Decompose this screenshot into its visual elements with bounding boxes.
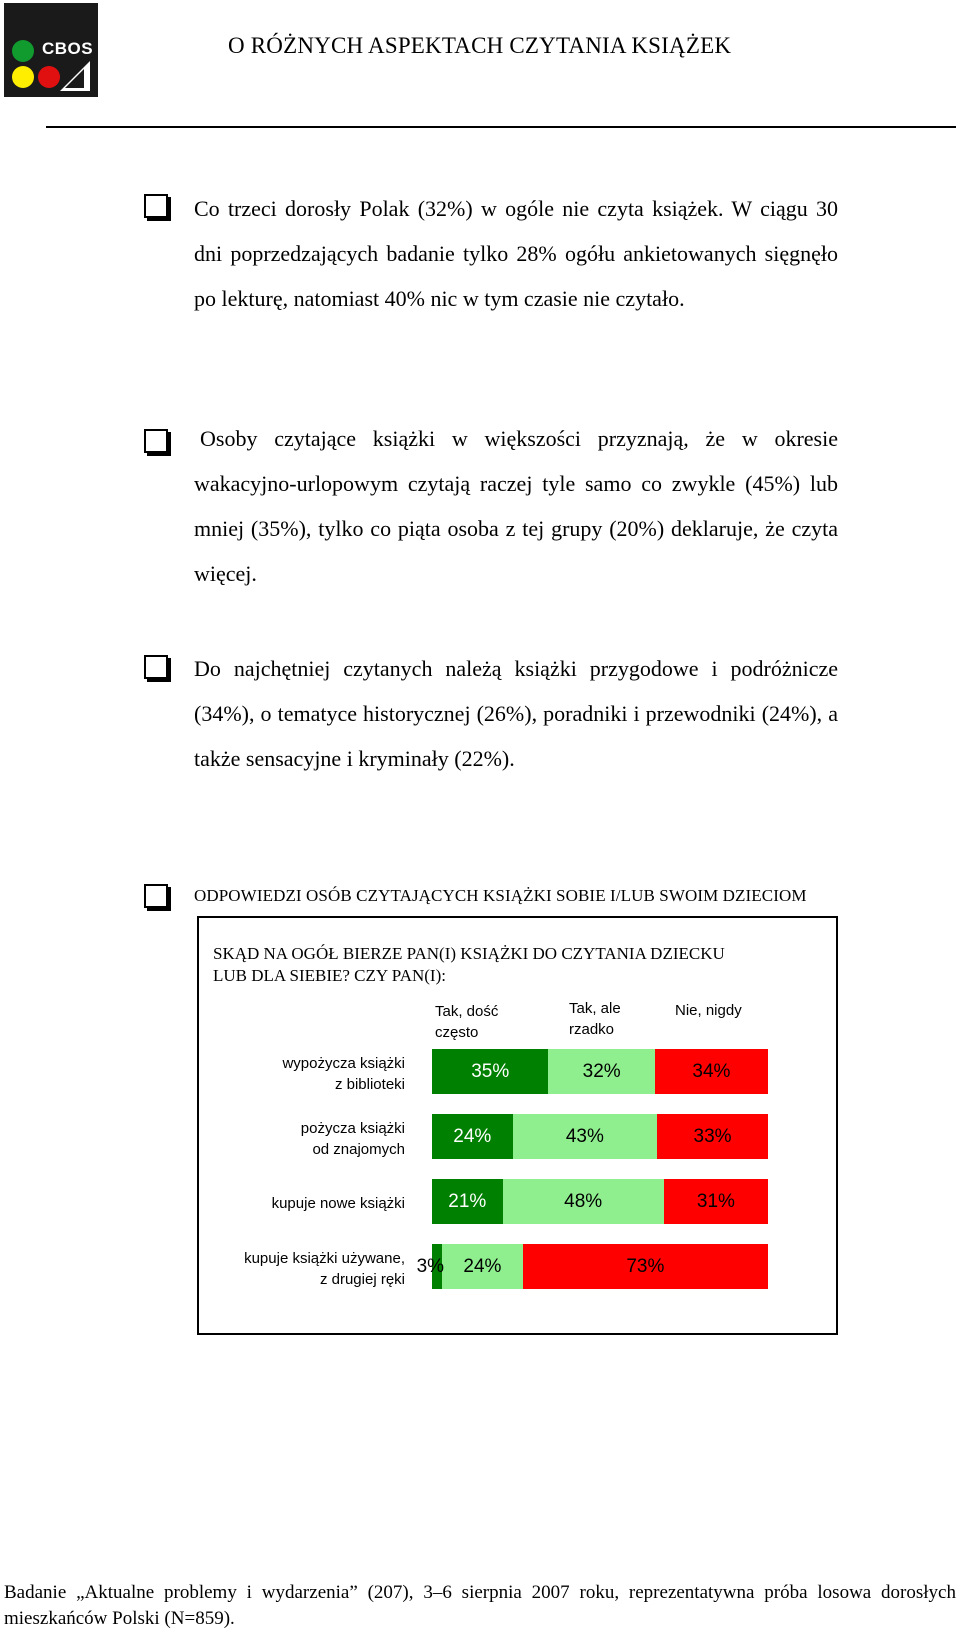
bar-segment-2-3 [657, 1114, 768, 1159]
bar-segment-4-1 [416, 1244, 445, 1289]
bar-segment-2-2 [513, 1114, 657, 1159]
chart-title-line-2: LUB DLA SIEBIE? CZY PAN(I): [213, 966, 446, 985]
row-label-nowe: kupuje nowe książki [271, 1195, 405, 1212]
bar-segment-1-2 [548, 1049, 654, 1094]
bar-value-label: 73% [626, 1255, 665, 1277]
row-label-znajomi: pożycza książki od znajomych [300, 1120, 405, 1158]
legend-tak-ale-rzadko: Tak, ale rzadko [569, 1000, 621, 1038]
chart-title-line-1: SKĄD NA OGÓŁ BIERZE PAN(I) KSIĄŻKI DO CZYTANIA DZIECKU [213, 944, 725, 963]
logo-text: CBOS [42, 39, 94, 58]
bar-value-label: 32% [582, 1060, 621, 1082]
bar-segment-3-2 [503, 1179, 664, 1224]
bar-value-label: 24% [463, 1255, 502, 1277]
bar-value-label: 21% [448, 1190, 487, 1212]
bar-value-label: 33% [693, 1125, 732, 1147]
page-header-title: O RÓŻNYCH ASPEKTACH CZYTANIA KSIĄŻEK [228, 33, 732, 58]
footer-note: Badanie „Aktualne problemy i wydarzenia” (207), 3–6 sierpnia 2007 roku, reprezentatywna próba losowa dorosłych mieszkańców Polski (N=859). [4, 1582, 956, 1629]
row-label-uzywane: kupuje książki używane, z drugiej ręki [244, 1250, 405, 1288]
red-dot-icon [38, 66, 60, 88]
checkbox-bullet-icon [144, 429, 168, 453]
bullet-paragraph-3: Do najchętniej czytanych należą książki przygodowe i podróżnicze (34%), o tematyce historycznej (26%), poradniki i przewodniki (24%), a także sensacyjne i kryminały (22%). [194, 656, 838, 771]
checkbox-bullet-icon [144, 655, 168, 679]
section-heading: ODPOWIEDZI OSÓB CZYTAJĄCYCH KSIĄŻKI SOBIE I/LUB SWOIM DZIECIOM [194, 886, 807, 905]
bar-value-label: 24% [453, 1125, 492, 1147]
cbos-logo [4, 3, 98, 97]
header-divider [46, 126, 956, 128]
bar-value-label: 34% [692, 1060, 731, 1082]
bar-segment-1-1 [432, 1049, 548, 1094]
bar-value-label: 48% [564, 1190, 603, 1212]
legend-nie-nigdy: Nie, nigdy [675, 1002, 742, 1019]
checkbox-bullet-icon [144, 884, 168, 908]
row-label-biblioteka: wypożycza książki z biblioteki [282, 1055, 405, 1093]
bar-value-label: 31% [696, 1190, 735, 1212]
chart-title [213, 943, 813, 987]
checkbox-bullet-icon [144, 194, 168, 218]
bar-segment-4-3 [523, 1244, 768, 1289]
yellow-dot-icon [12, 66, 34, 88]
bar-segment-3-1 [432, 1179, 503, 1224]
bar-segment-3-3 [664, 1179, 768, 1224]
legend-tak-dosc-czesto: Tak, dość często [435, 1003, 499, 1041]
bullet-paragraph-1: Co trzeci dorosły Polak (32%) w ogóle nie czyta książek. W ciągu 30 dni poprzedzających badanie tylko 28% ogółu ankietowanych sięgnęło po lekturę, natomiast 40% nic w tym czasie nie czytało. [194, 196, 838, 311]
green-dot-icon [12, 40, 34, 62]
bar-value-label: 3% [416, 1255, 445, 1277]
bar-value-label: 43% [565, 1125, 604, 1147]
bar-segment-2-1 [432, 1114, 513, 1159]
bullet-paragraph-2: Osoby czytające książki w większości przyznają, że w okresie wakacyjno-urlopowym czytają raczej tyle samo co zwykle (45%) lub mniej (35%), tylko co piąta osoba z tej grupy (20%) deklaruje, że czyta więcej. [194, 426, 838, 586]
bar-segment-4-2 [442, 1244, 523, 1289]
bar-value-label: 35% [471, 1060, 510, 1082]
bar-segment-1-3 [655, 1049, 768, 1094]
